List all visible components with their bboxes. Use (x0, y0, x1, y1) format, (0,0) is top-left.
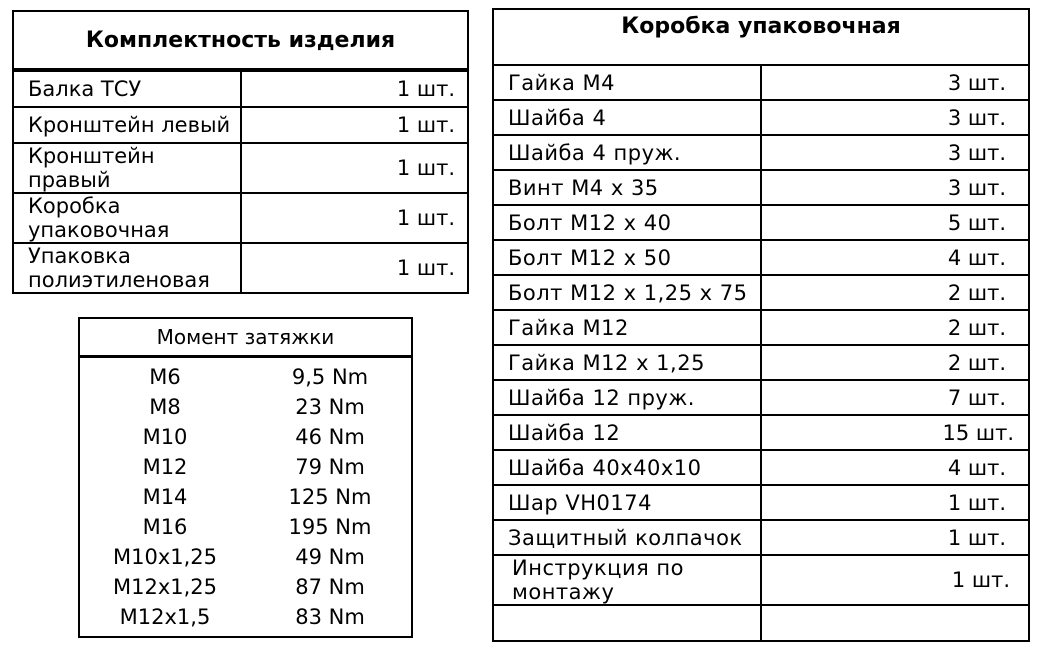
kit-item-qty: 1 шт. (241, 193, 469, 243)
box-item-name: Шайба 12 пруж. (493, 380, 761, 415)
table-row (493, 65, 1029, 100)
kit-item-qty: 1 шт. (241, 143, 469, 193)
list-item (80, 572, 411, 602)
kit-item-name: Упаковка полиэтиленовая (13, 243, 241, 293)
kit-item-name: Кронштейн правый (13, 143, 241, 193)
box-item-qty: 3 шт. (761, 135, 1029, 170)
torque-size: M10 (142, 425, 188, 449)
torque-value: 87 Nm (295, 575, 365, 599)
torque-size: M10x1,25 (112, 545, 218, 569)
table-row (493, 555, 1029, 605)
list-item (80, 602, 411, 632)
table-row (493, 170, 1029, 205)
table-row (13, 71, 468, 107)
box-table-title: Коробка упаковочная (493, 9, 1029, 65)
table-row (493, 415, 1029, 450)
box-item-qty: 15 шт. (761, 415, 1029, 450)
box-item-name: Болт М12 х 1,25 х 75 (493, 275, 761, 310)
box-item-qty: 3 шт. (761, 170, 1029, 205)
box-item-qty: 3 шт. (761, 100, 1029, 135)
table-row (493, 240, 1029, 275)
box-item-qty: 2 шт. (761, 275, 1029, 310)
torque-size: M12x1,25 (112, 575, 218, 599)
torque-value: 79 Nm (295, 455, 365, 479)
box-item-name: Шайба 12 (493, 415, 761, 450)
kit-item-qty: 1 шт. (241, 71, 469, 107)
box-item-name: Шайба 40х40х10 (493, 450, 761, 485)
torque-size: M8 (149, 395, 181, 419)
torque-size: M14 (142, 485, 188, 509)
torque-value: 23 Nm (295, 395, 365, 419)
kit-item-name: Коробка упаковочная (13, 193, 241, 243)
table-row (13, 143, 468, 193)
torque-value: 49 Nm (295, 545, 365, 569)
list-item (80, 482, 411, 512)
torque-table-body (79, 357, 412, 638)
box-item-qty: 4 шт. (761, 240, 1029, 275)
torque-value: 46 Nm (295, 425, 365, 449)
kit-item-name: Балка ТСУ (13, 71, 241, 107)
table-row-empty (493, 605, 1029, 641)
list-item (80, 362, 411, 392)
box-item-qty: 2 шт. (761, 345, 1029, 380)
table-row (13, 107, 468, 143)
list-item (80, 392, 411, 422)
box-item-qty: 1 шт. (761, 555, 1029, 605)
table-row (493, 135, 1029, 170)
empty-cell (493, 605, 761, 641)
box-item-name: Защитный колпачок (493, 520, 761, 555)
box-item-qty: 1 шт. (761, 485, 1029, 520)
torque-size: M6 (149, 365, 181, 389)
box-item-name: Гайка М12 х 1,25 (493, 345, 761, 380)
table-row (13, 193, 468, 243)
kit-item-qty: 1 шт. (241, 107, 469, 143)
box-item-name: Гайка М12 (493, 310, 761, 345)
torque-value: 195 Nm (288, 515, 372, 539)
table-row (493, 345, 1029, 380)
list-item (80, 512, 411, 542)
table-row (493, 520, 1029, 555)
box-item-qty: 3 шт. (761, 65, 1029, 100)
box-table (492, 8, 1030, 642)
table-row (493, 310, 1029, 345)
torque-size: M12 (142, 455, 188, 479)
box-item-name: Болт М12 х 50 (493, 240, 761, 275)
box-item-name: Винт М4 х 35 (493, 170, 761, 205)
box-item-name: Шайба 4 пруж. (493, 135, 761, 170)
kit-table-title: Комплектность изделия (13, 11, 468, 69)
table-row (493, 100, 1029, 135)
table-row (493, 380, 1029, 415)
table-row (13, 243, 468, 293)
list-item (80, 422, 411, 452)
box-item-name: Шайба 4 (493, 100, 761, 135)
box-item-qty: 2 шт. (761, 310, 1029, 345)
table-row (493, 205, 1029, 240)
torque-value: 125 Nm (288, 485, 372, 509)
box-item-name: Болт М12 х 40 (493, 205, 761, 240)
box-item-qty: 1 шт. (761, 520, 1029, 555)
list-item (80, 452, 411, 482)
table-row (493, 485, 1029, 520)
box-item-name: Гайка М4 (493, 65, 761, 100)
box-item-qty: 5 шт. (761, 205, 1029, 240)
torque-table (78, 317, 413, 638)
list-item (80, 542, 411, 572)
box-item-name: Инструкция по монтажу (493, 555, 761, 605)
kit-item-qty: 1 шт. (241, 243, 469, 293)
torque-value: 83 Nm (295, 605, 365, 629)
table-row (493, 275, 1029, 310)
kit-item-name: Кронштейн левый (13, 107, 241, 143)
box-item-qty: 4 шт. (761, 450, 1029, 485)
torque-value: 9,5 Nm (291, 365, 369, 389)
table-row (493, 450, 1029, 485)
kit-table (12, 10, 469, 294)
box-item-name: Шар VH0174 (493, 485, 761, 520)
box-item-qty: 7 шт. (761, 380, 1029, 415)
torque-size: M12x1,5 (119, 605, 211, 629)
empty-cell (761, 605, 1029, 641)
torque-table-title: Момент затяжки (79, 318, 412, 357)
torque-size: M16 (142, 515, 188, 539)
